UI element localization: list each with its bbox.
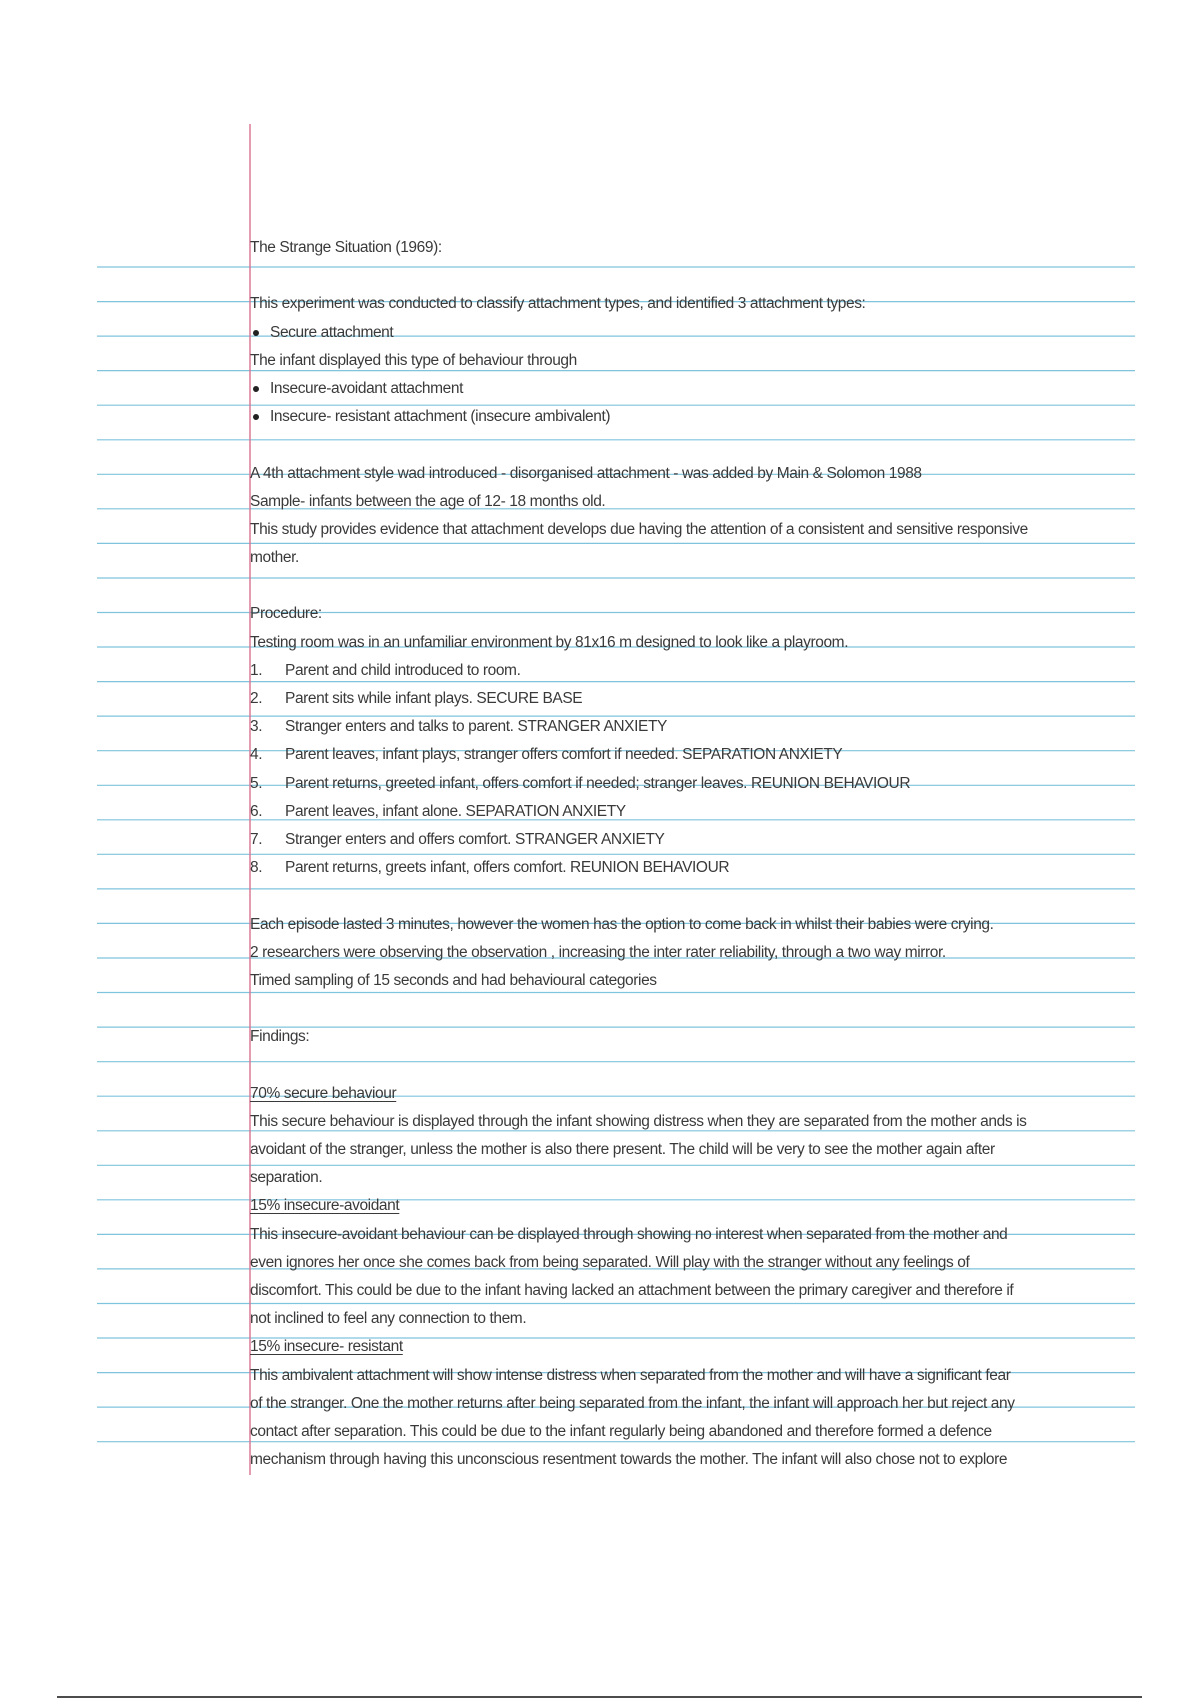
step-text: Stranger enters and offers comfort. STRANGER ANXIETY xyxy=(285,830,665,848)
procedure-heading: Procedure: xyxy=(250,605,322,623)
blank-line xyxy=(250,431,1130,459)
notes-content xyxy=(250,234,1130,1474)
blank-line xyxy=(250,882,1130,910)
step-text: Parent and child introduced to room. xyxy=(285,661,521,679)
resistant-finding-line: This ambivalent attachment will show intense distress when separated from the mother and will have a significant fear xyxy=(250,1366,1011,1384)
findings-heading: Findings: xyxy=(250,1028,310,1046)
step-text: Stranger enters and talks to parent. STRANGER ANXIETY xyxy=(285,718,667,736)
document-title: The Strange Situation (1969): xyxy=(250,239,442,256)
avoidant-finding-line: discomfort. This could be due to the infant having lacked an attachment between the primary caregiver and therefore if xyxy=(250,1281,1014,1299)
room-text: Testing room was in an unfamiliar environment by 81x16 m designed to look like a playroom. xyxy=(250,633,849,651)
evidence-line: This study provides evidence that attachment develops due having the attention of a consistent and sensitive responsive xyxy=(250,520,1028,538)
intro-text: This experiment was conducted to classify attachment types, and identified 3 attachment types: xyxy=(250,295,866,313)
procedure-step xyxy=(250,657,1130,685)
resistant-finding-line: contact after separation. This could be due to the infant regularly being abandoned and therefore formed a defence xyxy=(250,1422,992,1440)
blank-line xyxy=(250,995,1130,1023)
resistant-finding-heading xyxy=(250,1333,1130,1361)
evidence-line: mother. xyxy=(250,549,299,567)
avoidant-finding-heading-text: 15% insecure-avoidant xyxy=(250,1197,400,1215)
procedure-step xyxy=(250,685,1130,713)
step-number: 2. xyxy=(250,690,263,707)
secure-finding-line: This secure behaviour is displayed through the infant showing distress when they are separated from the mother ands is xyxy=(250,1112,1027,1130)
sample-text: Sample- infants between the age of 12- 18 months old. xyxy=(250,492,606,510)
step-number: 7. xyxy=(250,830,263,848)
avoidant-finding-line: This insecure-avoidant behaviour can be displayed through showing no interest when separated from the mother and xyxy=(250,1225,1008,1243)
step-number: 8. xyxy=(250,859,263,877)
step-text: Parent returns, greets infant, offers comfort. REUNION BEHAVIOUR xyxy=(285,859,730,877)
procedure-step xyxy=(250,713,1130,741)
blank-line xyxy=(250,572,1130,600)
timed-sampling-text: Timed sampling of 15 seconds and had behavioural categories xyxy=(250,971,657,989)
secure-finding-heading xyxy=(250,1080,1130,1108)
step-text: Parent leaves, infant alone. SEPARATION ANXIETY xyxy=(285,802,626,820)
avoidant-finding-line: even ignores her once she comes back from being separated. Will play with the stranger without any feelings of xyxy=(250,1253,970,1271)
researchers-text: 2 researchers were observing the observation , increasing the inter rater reliability, through a two way mirror. xyxy=(250,943,946,961)
resistant-finding-line: of the stranger. One the mother returns after being separated from the infant, the infant will approach her but reject any xyxy=(250,1394,1015,1412)
procedure-step xyxy=(250,770,1130,798)
step-number: 6. xyxy=(250,802,263,820)
step-text: Parent leaves, infant plays, stranger offers comfort if needed. SEPARATION ANXIETY xyxy=(285,746,843,764)
secure-finding-line: separation. xyxy=(250,1169,323,1187)
resistant-finding-line: mechanism through having this unconscious resentment towards the mother. The infant will also chose not to explore xyxy=(250,1451,1008,1469)
step-number: 3. xyxy=(250,718,263,736)
step-number: 4. xyxy=(250,746,263,764)
secure-finding-heading-text: 70% secure behaviour xyxy=(250,1084,397,1102)
bullet-item-resistant: Insecure- resistant attachment (insecure ambivalent) xyxy=(250,403,1130,431)
resistant-finding-heading-text: 15% insecure- resistant xyxy=(250,1338,403,1356)
procedure-step xyxy=(250,854,1130,882)
blank-line xyxy=(250,1051,1130,1079)
step-text: Parent sits while infant plays. SECURE BASE xyxy=(285,690,583,707)
step-number: 1. xyxy=(250,661,263,679)
secure-note: The infant displayed this type of behaviour through xyxy=(250,351,577,369)
secure-finding-line: avoidant of the stranger, unless the mother is also there present. The child will be very to see the mother again after xyxy=(250,1141,995,1158)
step-text: Parent returns, greeted infant, offers comfort if needed; stranger leaves. REUNION BEHAVIOUR xyxy=(285,774,911,792)
procedure-step xyxy=(250,798,1130,826)
procedure-step xyxy=(250,741,1130,769)
step-number: 5. xyxy=(250,774,263,792)
blank-line xyxy=(250,262,1130,290)
bullet-item-avoidant: Insecure-avoidant attachment xyxy=(250,375,1130,403)
episode-text: Each episode lasted 3 minutes, however the women has the option to come back in whilst their babies were crying. xyxy=(250,915,994,933)
avoidant-finding-heading xyxy=(250,1192,1130,1220)
procedure-step xyxy=(250,826,1130,854)
avoidant-finding-line: not inclined to feel any connection to them. xyxy=(250,1310,527,1328)
bullet-item-secure: Secure attachment xyxy=(250,319,1130,347)
fourth-style-text: A 4th attachment style wad introduced - disorganised attachment - was added by Main & Solomon 1988 xyxy=(250,464,922,482)
